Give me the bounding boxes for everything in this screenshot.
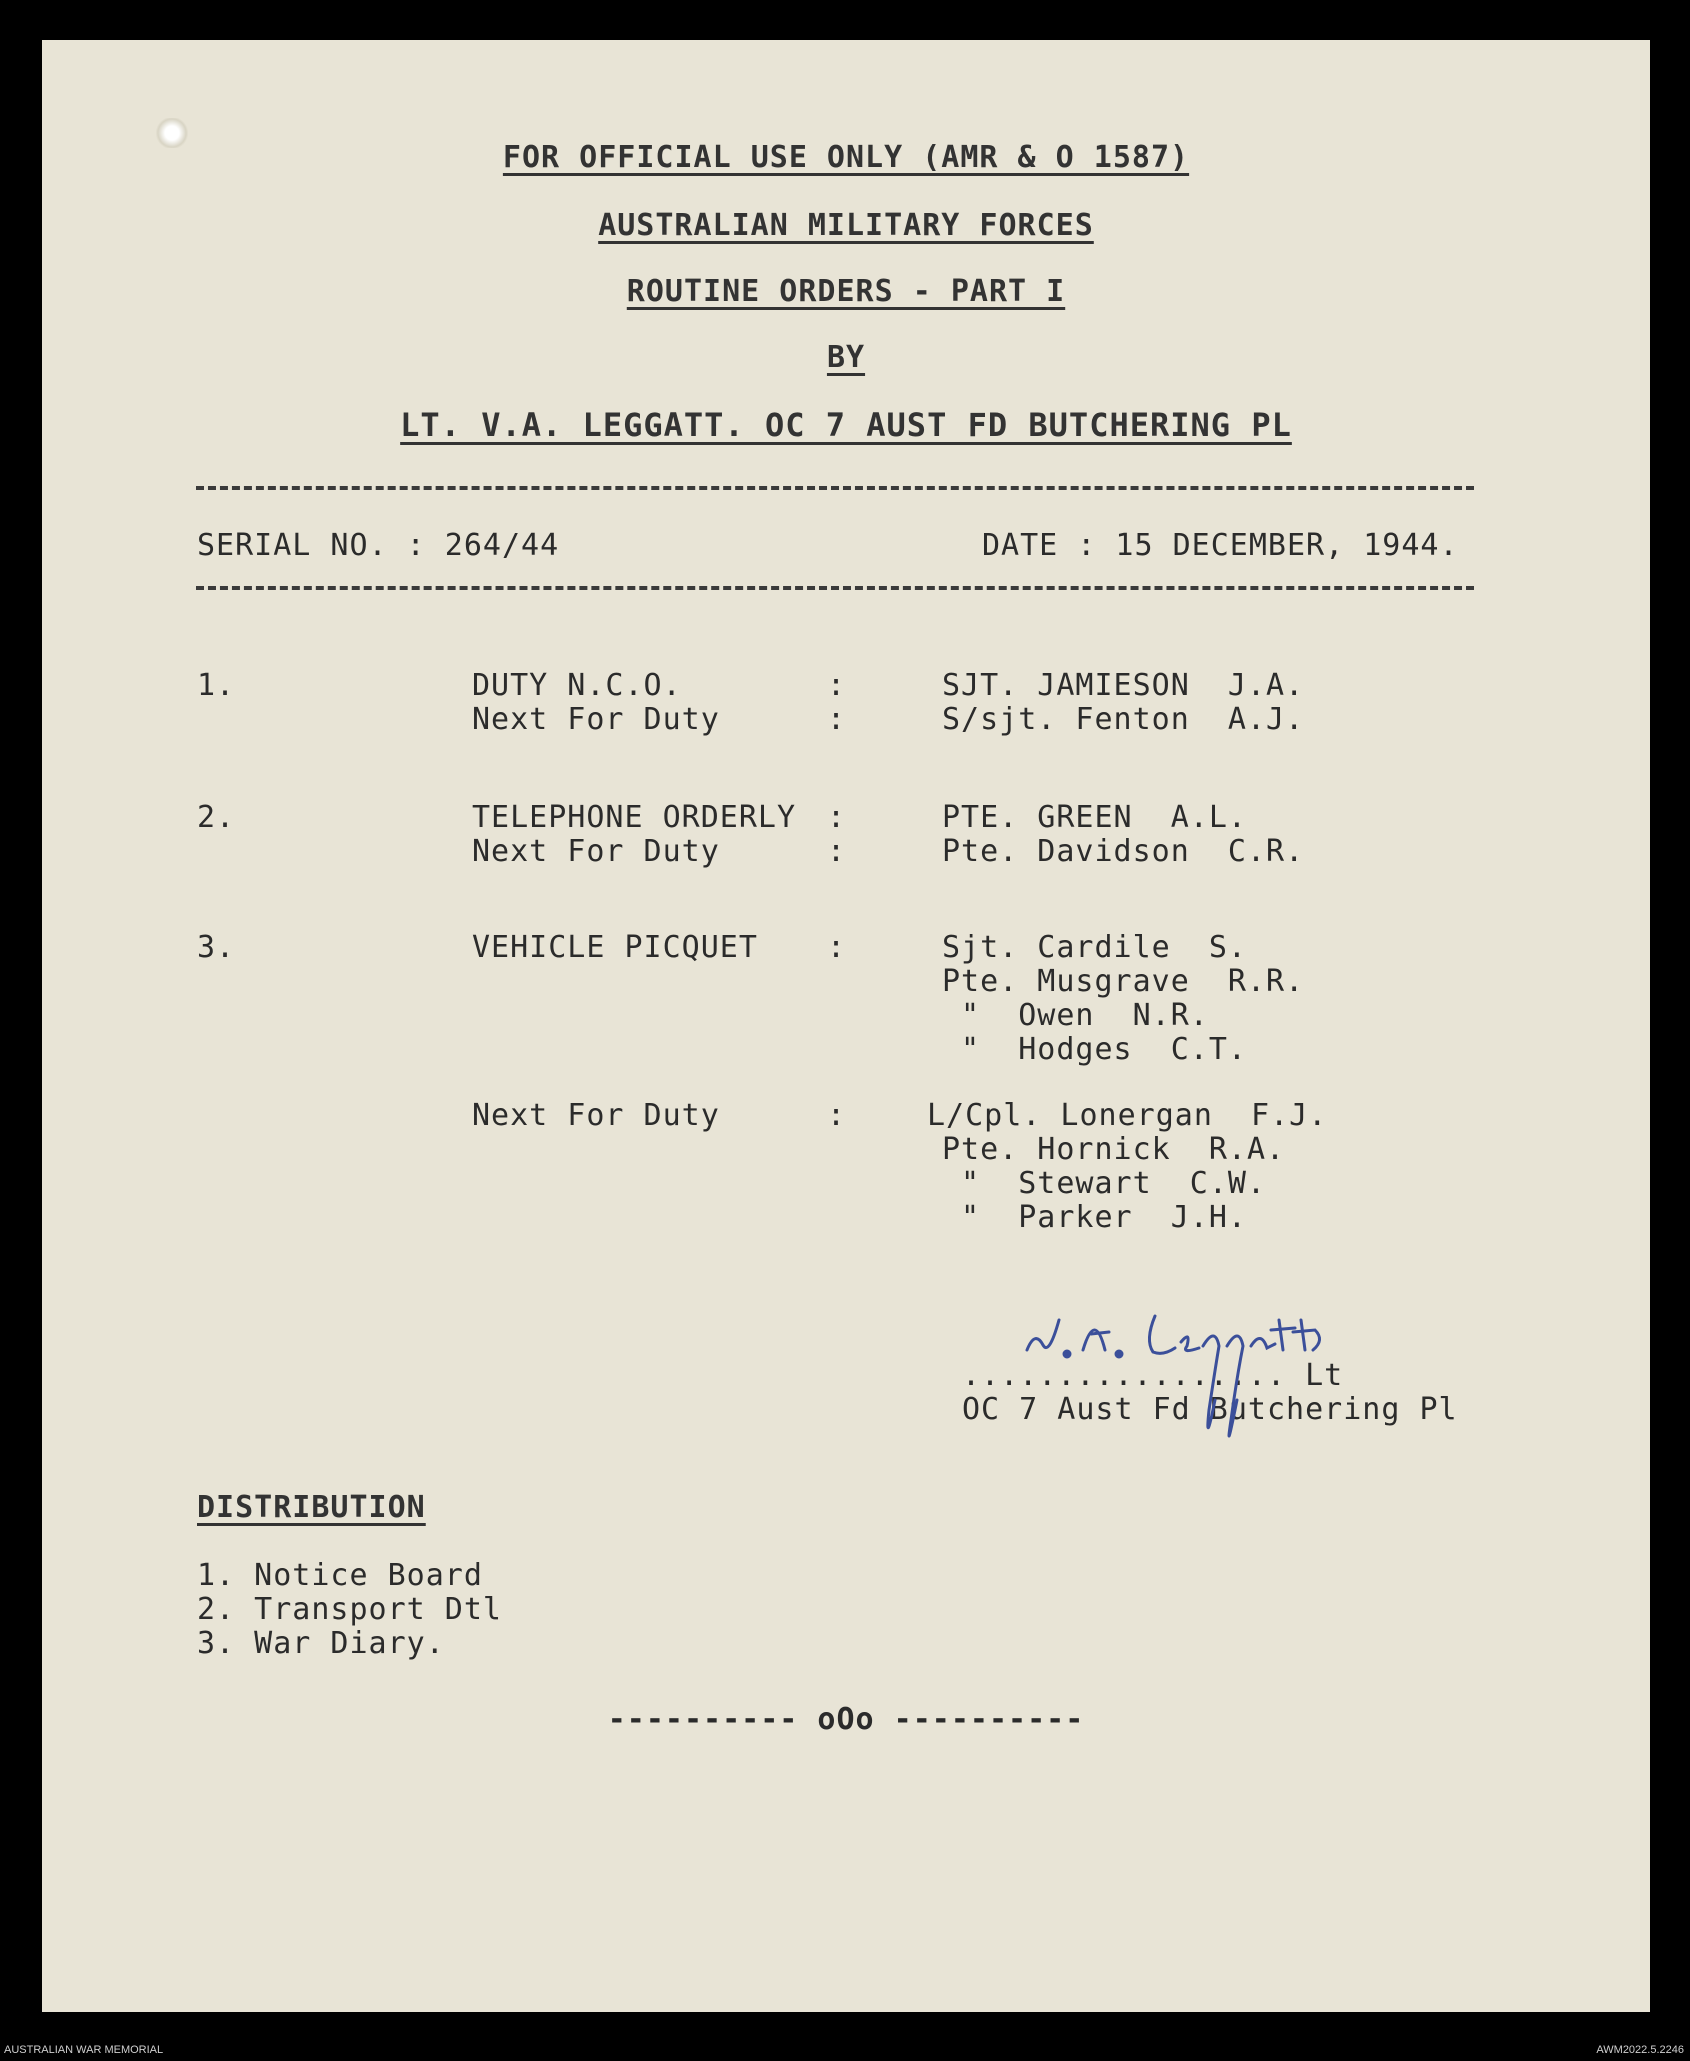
duty-role: Next For Duty [472, 1098, 720, 1133]
archive-reference: AWM2022.5.2246 [1596, 2044, 1684, 2056]
item-number: 3. [197, 930, 236, 965]
colon: : [827, 834, 847, 869]
duty-role: VEHICLE PICQUET [472, 930, 758, 965]
colon: : [827, 930, 847, 965]
handwritten-signature [1005, 1290, 1375, 1470]
duty-name: Pte. Hornick R.A. [942, 1132, 1286, 1167]
duty-name: L/Cpl. Lonergan F.J. [927, 1098, 1328, 1133]
colon: : [827, 668, 847, 703]
distribution-item: 3. War Diary. [197, 1626, 445, 1661]
archive-name: AUSTRALIAN WAR MEMORIAL [4, 2044, 164, 2056]
duty-name: " Stewart C.W. [942, 1166, 1267, 1201]
duty-name: S/sjt. Fenton A.J. [942, 702, 1305, 737]
header-forces: AUSTRALIAN MILITARY FORCES [598, 208, 1094, 243]
distribution-item: 2. Transport Dtl [197, 1592, 502, 1627]
duty-name: " Parker J.H. [942, 1200, 1247, 1235]
item-number: 2. [197, 800, 236, 835]
signature-strokes [1027, 1316, 1320, 1436]
duty-name: Pte. Davidson C.R. [942, 834, 1305, 869]
duty-role: Next For Duty [472, 702, 720, 737]
colon: : [827, 800, 847, 835]
duty-role: Next For Duty [472, 834, 720, 869]
duty-name: Sjt. Cardile S. [942, 930, 1247, 965]
duty-name: " Owen N.R. [942, 998, 1209, 1033]
serial-number: SERIAL NO. : 264/44 [197, 528, 560, 563]
header-official-use: FOR OFFICIAL USE ONLY (AMR & O 1587) [502, 140, 1190, 175]
archive-footer [0, 2039, 1690, 2061]
distribution-heading: DISTRIBUTION [197, 1490, 426, 1525]
duty-name: PTE. GREEN A.L. [942, 800, 1247, 835]
duty-name: SJT. JAMIESON J.A. [942, 668, 1305, 703]
signature-dots-line: ................. Lt [962, 1358, 1344, 1393]
order-date: DATE : 15 DECEMBER, 1944. [982, 528, 1459, 563]
header-routine-orders: ROUTINE ORDERS - PART I [626, 274, 1066, 309]
duty-name: Pte. Musgrave R.R. [942, 964, 1305, 999]
end-mark: ---------- oOo ---------- [607, 1702, 1085, 1737]
header-officer: LT. V.A. LEGGATT. OC 7 AUST FD BUTCHERING PL [400, 406, 1292, 444]
signature-title: OC 7 Aust Fd Butchering Pl [962, 1392, 1458, 1427]
item-number: 1. [197, 668, 236, 703]
document-page [42, 40, 1650, 2012]
divider-top [196, 486, 1474, 490]
distribution-item: 1. Notice Board [197, 1558, 483, 1593]
divider-bottom [196, 586, 1474, 590]
duty-role: DUTY N.C.O. [472, 668, 682, 703]
duty-name: " Hodges C.T. [942, 1032, 1247, 1067]
duty-role: TELEPHONE ORDERLY [472, 800, 797, 835]
header-by: BY [826, 340, 866, 375]
colon: : [827, 1098, 847, 1133]
colon: : [827, 702, 847, 737]
